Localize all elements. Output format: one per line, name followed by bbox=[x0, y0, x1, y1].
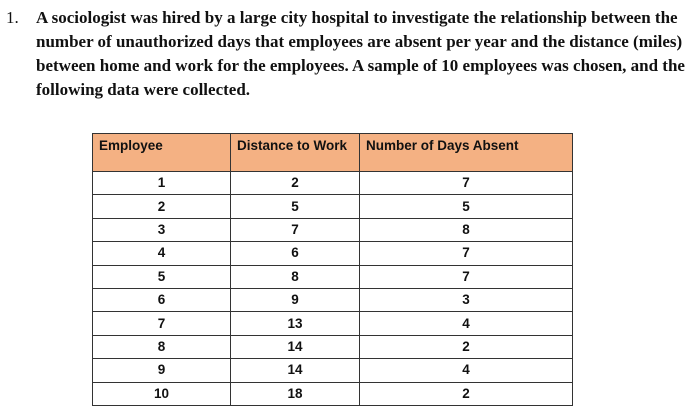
cell-employee: 3 bbox=[93, 218, 231, 241]
table-row bbox=[93, 172, 573, 195]
problem-number: 1. bbox=[6, 8, 19, 27]
table-row bbox=[93, 382, 573, 405]
cell-distance: 14 bbox=[231, 359, 360, 382]
cell-employee: 1 bbox=[93, 172, 231, 195]
cell-distance: 14 bbox=[231, 335, 360, 358]
table-row bbox=[93, 312, 573, 335]
table-header-row bbox=[93, 134, 573, 172]
cell-days-absent: 4 bbox=[360, 312, 573, 335]
cell-employee: 7 bbox=[93, 312, 231, 335]
cell-distance: 9 bbox=[231, 288, 360, 311]
cell-employee: 5 bbox=[93, 265, 231, 288]
table-row bbox=[93, 359, 573, 382]
cell-distance: 5 bbox=[231, 195, 360, 218]
table-row bbox=[93, 242, 573, 265]
cell-employee: 6 bbox=[93, 288, 231, 311]
problem-statement bbox=[6, 6, 694, 102]
cell-days-absent: 3 bbox=[360, 288, 573, 311]
cell-days-absent: 2 bbox=[360, 335, 573, 358]
cell-employee: 4 bbox=[93, 242, 231, 265]
cell-days-absent: 7 bbox=[360, 242, 573, 265]
cell-days-absent: 4 bbox=[360, 359, 573, 382]
problem-text: A sociologist was hired by a large city hospital to investigate the relationship between the number of unauthorized days that employees are absent per year and the distance (miles) between home and work for the employees. A sample of 10 employees was chosen, and the following data were collected. bbox=[36, 8, 685, 99]
header-distance-to-work: Distance to Work bbox=[231, 134, 360, 172]
data-table bbox=[92, 133, 573, 406]
header-days-absent: Number of Days Absent bbox=[360, 134, 573, 172]
cell-days-absent: 2 bbox=[360, 382, 573, 405]
cell-employee: 9 bbox=[93, 359, 231, 382]
table-row bbox=[93, 218, 573, 241]
cell-days-absent: 8 bbox=[360, 218, 573, 241]
cell-days-absent: 5 bbox=[360, 195, 573, 218]
cell-employee: 8 bbox=[93, 335, 231, 358]
cell-distance: 6 bbox=[231, 242, 360, 265]
cell-days-absent: 7 bbox=[360, 265, 573, 288]
table-row bbox=[93, 335, 573, 358]
cell-employee: 2 bbox=[93, 195, 231, 218]
table-row bbox=[93, 288, 573, 311]
cell-distance: 13 bbox=[231, 312, 360, 335]
header-employee: Employee bbox=[93, 134, 231, 172]
cell-distance: 8 bbox=[231, 265, 360, 288]
table-row bbox=[93, 265, 573, 288]
cell-days-absent: 7 bbox=[360, 172, 573, 195]
cell-distance: 18 bbox=[231, 382, 360, 405]
table-row bbox=[93, 195, 573, 218]
cell-distance: 2 bbox=[231, 172, 360, 195]
cell-employee: 10 bbox=[93, 382, 231, 405]
cell-distance: 7 bbox=[231, 218, 360, 241]
